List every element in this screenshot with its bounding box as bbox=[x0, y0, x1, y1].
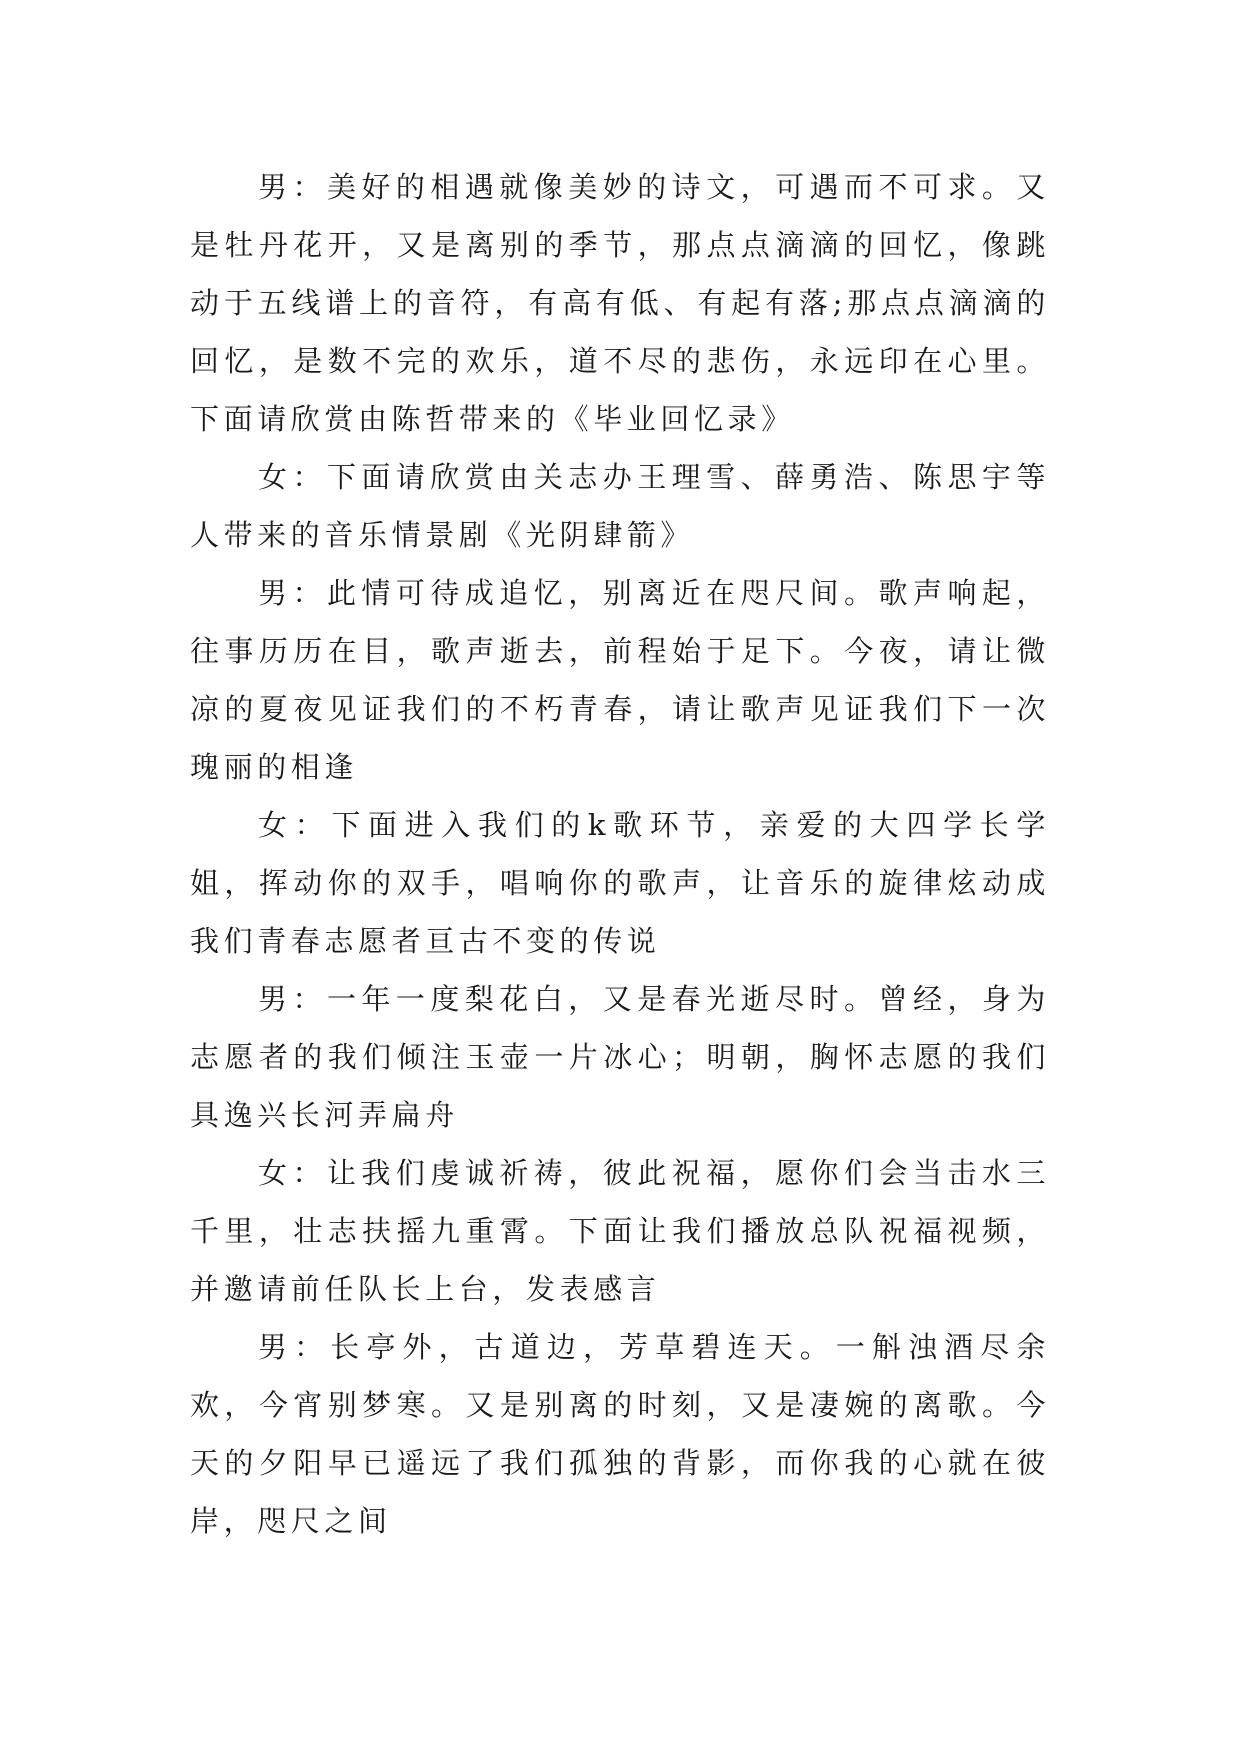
paragraph-male-1: 男：美好的相遇就像美妙的诗文，可遇而不可求。又是牡丹花开，又是离别的季节，那点点滴滴的回忆，像跳动于五线谱上的音符，有高有低、有起有落;那点点滴滴的回忆，是数不完的欢乐，道不尽的悲伤，永远印在心里。下面请欣赏由陈哲带来的《毕业回忆录》 bbox=[190, 170, 1050, 436]
document-body bbox=[190, 158, 1050, 1550]
paragraph-female-1: 女：下面请欣赏由关志办王理雪、薛勇浩、陈思宇等人带来的音乐情景剧《光阴肆箭》 bbox=[190, 460, 1050, 552]
paragraph-male-4: 男：长亭外，古道边，芳草碧连天。一斛浊酒尽余欢，今宵别梦寒。又是别离的时刻，又是凄婉的离歌。今天的夕阳早已遥远了我们孤独的背影，而你我的心就在彼岸，咫尺之间 bbox=[190, 1330, 1050, 1538]
paragraph-female-2: 女：下面进入我们的k歌环节，亲爱的大四学长学姐，挥动你的双手，唱响你的歌声，让音乐的旋律炫动成我们青春志愿者亘古不变的传说 bbox=[190, 808, 1050, 958]
paragraph-male-3: 男：一年一度梨花白，又是春光逝尽时。曾经，身为志愿者的我们倾注玉壶一片冰心；明朝，胸怀志愿的我们具逸兴长河弄扁舟 bbox=[190, 982, 1050, 1132]
paragraph-female-3: 女：让我们虔诚祈祷，彼此祝福，愿你们会当击水三千里，壮志扶摇九重霄。下面让我们播放总队祝福视频，并邀请前任队长上台，发表感言 bbox=[190, 1156, 1050, 1306]
paragraph-male-2: 男：此情可待成追忆，别离近在咫尺间。歌声响起，往事历历在目，歌声逝去，前程始于足下。今夜，请让微凉的夏夜见证我们的不朽青春，请让歌声见证我们下一次瑰丽的相逢 bbox=[190, 576, 1050, 784]
